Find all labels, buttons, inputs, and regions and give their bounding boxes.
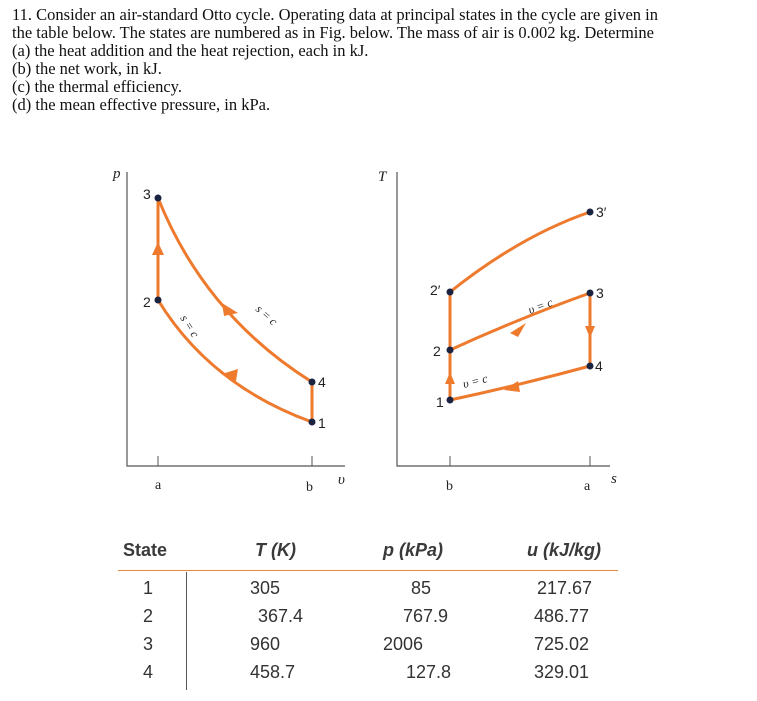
ts-point-2 (447, 347, 454, 354)
ts-state-3prime-label: 3′ (596, 204, 607, 220)
pv-tick-a-label: a (155, 478, 162, 493)
ts-state-2prime-label: 2′ (430, 282, 441, 298)
table-cell: 367.4 (258, 606, 304, 626)
ts-process-2prime-3prime (450, 212, 590, 292)
ts-arrow-3-4 (585, 326, 595, 338)
ts-arrow-1-2 (445, 372, 455, 384)
pv-state-2-label: 2 (143, 294, 151, 310)
table-header-pressure: p (kPa) (383, 540, 444, 560)
ts-point-2prime (447, 289, 454, 296)
ts-point-3 (587, 290, 594, 297)
ts-diagram (378, 169, 617, 494)
problem-line: (b) the net work, in kJ. (12, 59, 162, 78)
pv-tick-b-label: b (306, 480, 313, 495)
pv-state-1-label: 1 (318, 415, 326, 431)
table-header-state: State (123, 540, 168, 560)
pv-y-axis-label: p (113, 166, 121, 182)
pv-isentrope-label: s = c (177, 312, 203, 341)
ts-arrow-2-3 (510, 323, 526, 337)
table-cell: 329.01 (534, 662, 590, 682)
pv-point-2 (155, 297, 162, 304)
table-cell: 486.77 (534, 606, 590, 626)
table-header-temperature: T (K) (255, 540, 296, 560)
problem-line: 11. Consider an air-standard Otto cycle. Operating data at principal states in the cycle are given in (12, 5, 658, 24)
table-cell: 725.02 (534, 634, 590, 654)
ts-process-2-3 (450, 293, 590, 350)
problem-line: (c) the thermal efficiency. (12, 77, 182, 96)
table-cell: 85 (411, 578, 432, 598)
table-cell: 2 (143, 606, 154, 626)
ts-state-2-label: 2 (433, 343, 441, 359)
ts-x-axis-label: s (611, 471, 617, 487)
ts-state-1-label: 1 (436, 394, 444, 410)
pv-point-3 (155, 195, 162, 202)
ts-tick-b-label: b (446, 479, 453, 494)
pv-arrow-2-3 (152, 242, 164, 255)
table-cell: 127.8 (406, 662, 452, 682)
table-cell: 767.9 (403, 606, 449, 626)
table-cell: 2006 (383, 634, 424, 654)
table-cell: 4 (143, 662, 154, 682)
problem-line: (a) the heat addition and the heat rejection, each in kJ. (12, 41, 369, 60)
pv-diagram (112, 166, 345, 495)
table-cell: 3 (143, 634, 154, 654)
table-cell: 217.67 (537, 578, 593, 598)
pv-isentrope-label: s = c (252, 301, 281, 329)
table-cell: 1 (143, 578, 154, 598)
ts-point-1 (447, 397, 454, 404)
ts-point-4 (587, 363, 594, 370)
table-cell: 458.7 (250, 662, 296, 682)
ts-point-3prime (587, 209, 594, 216)
table-cell: 960 (250, 634, 281, 654)
ts-tick-a-label: a (584, 479, 591, 494)
ts-y-axis-label: T (378, 169, 387, 185)
ts-isochore-label: υ = c (461, 371, 489, 391)
problem-line: the table below. The states are numbered as in Fig. below. The mass of air is 0.002 kg. Determine (12, 23, 654, 42)
pv-point-4 (309, 379, 316, 386)
ts-state-4-label: 4 (595, 358, 603, 374)
pv-process-3-4 (158, 198, 312, 382)
table-header-internal-energy: u (kJ/kg) (527, 540, 602, 560)
table-cell: 305 (250, 578, 281, 598)
pv-arrow-3-4 (222, 303, 238, 316)
pv-point-1 (309, 419, 316, 426)
ts-isochore-label: υ = c (526, 295, 555, 317)
pv-x-axis-label: υ (338, 472, 345, 488)
pv-state-3-label: 3 (143, 186, 151, 202)
pv-state-4-label: 4 (318, 374, 326, 390)
problem-line: (d) the mean effective pressure, in kPa. (12, 95, 271, 114)
ts-state-3-label: 3 (596, 285, 604, 301)
